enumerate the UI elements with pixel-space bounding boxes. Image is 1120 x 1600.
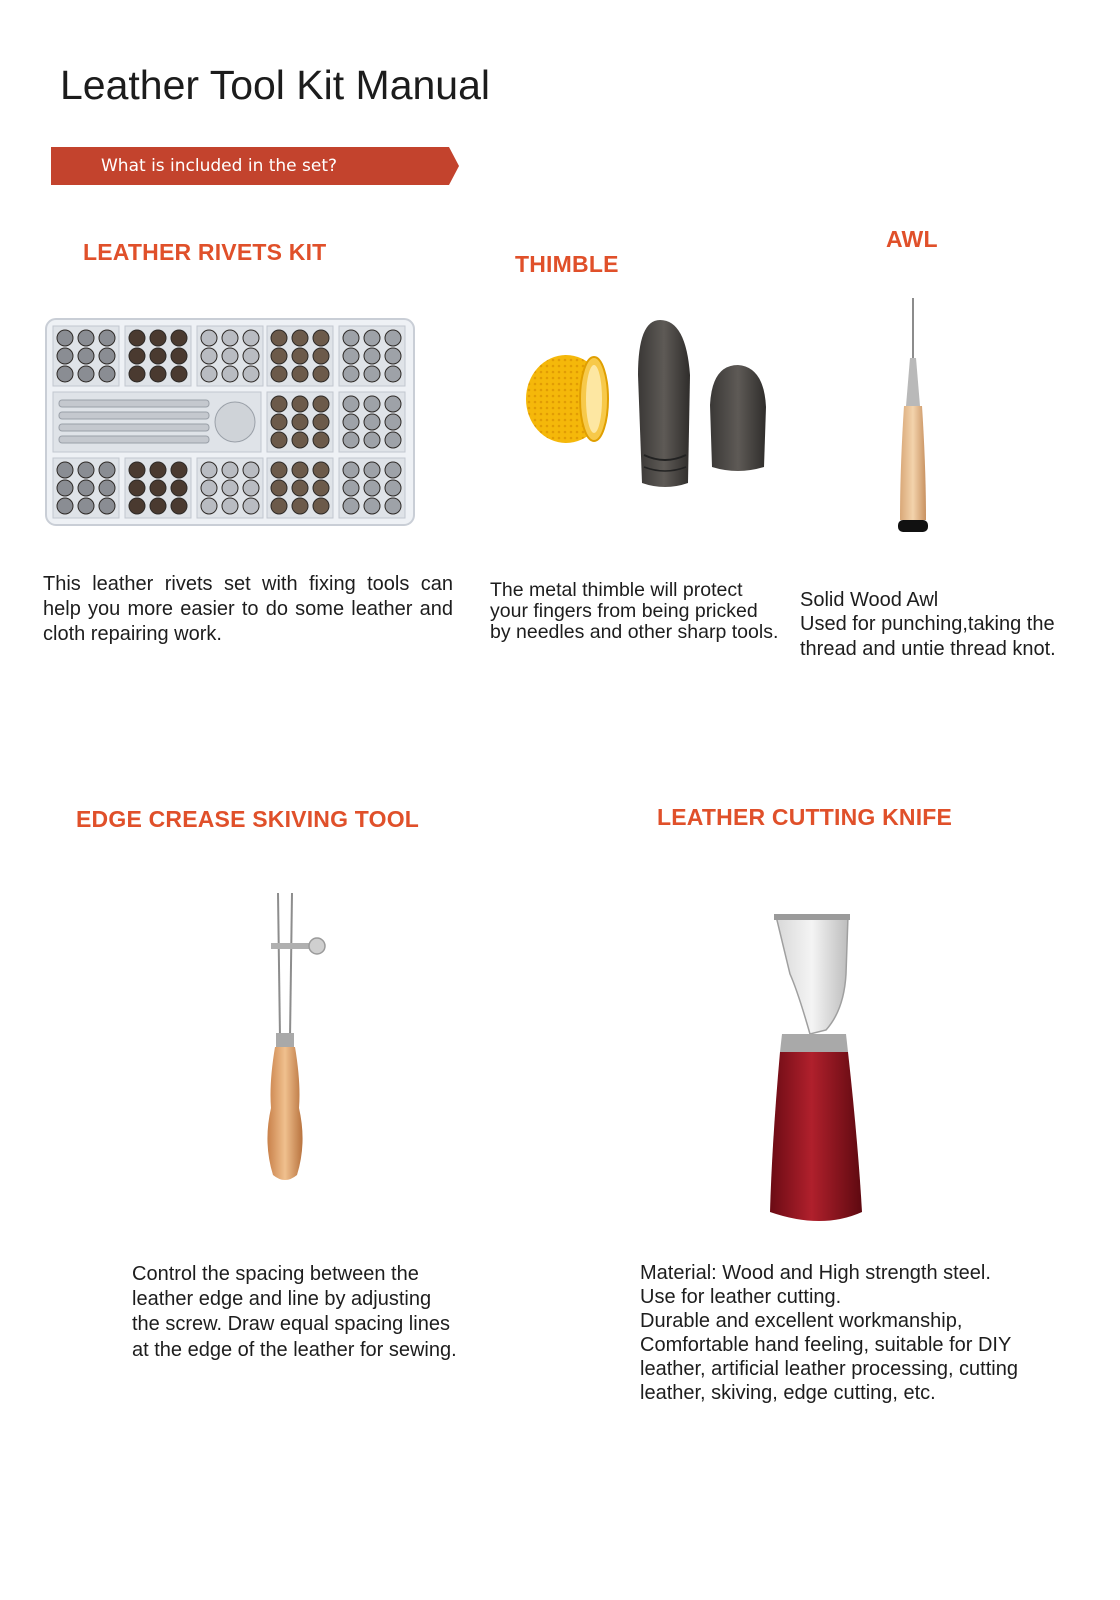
- thimble-description: The metal thimble will protect your fingers from being pricked by needles and other sharp tools.: [490, 579, 779, 644]
- edge-crease-description: Control the spacing between the leather edge and line by adjusting the screw. Draw equal spacing lines at the edge of the leather for sewing.: [132, 1263, 457, 1361]
- cutting-knife-description-line3: Durable and excellent workmanship,: [640, 1310, 963, 1332]
- rivets-description: This leather rivets set with fixing tools can help you more easier to do some leather and cloth repairing work.: [43, 573, 453, 646]
- rivets-heading: LEATHER RIVETS KIT: [83, 239, 327, 265]
- cutting-knife-description: [640, 1261, 1060, 1405]
- awl-heading: AWL: [886, 226, 938, 252]
- banner-label: What is included in the set?: [101, 156, 338, 176]
- awl-description: [800, 588, 1090, 661]
- cutting-knife-description-line2: Use for leather cutting.: [640, 1286, 842, 1308]
- edge-crease-tool-icon: [255, 893, 335, 1188]
- cutting-knife-heading: LEATHER CUTTING KNIFE: [657, 804, 953, 830]
- section-banner: [51, 147, 459, 185]
- cutting-knife-icon: [760, 912, 870, 1232]
- page-title: Leather Tool Kit Manual: [60, 62, 491, 108]
- rivets-box-icon: [45, 318, 415, 531]
- awl-description-line2: Used for punching,taking the thread and untie thread knot.: [800, 613, 1056, 660]
- edge-crease-heading: EDGE CREASE SKIVING TOOL: [76, 806, 420, 832]
- cutting-knife-description-line1: Material: Wood and High strength steel.: [640, 1262, 991, 1284]
- cutting-knife-description-line4: Comfortable hand feeling, suitable for DIY leather, artificial leather processing, cutting leather, skiving, edge cutting, etc.: [640, 1334, 1018, 1404]
- awl-description-line1: Solid Wood Awl: [800, 589, 939, 611]
- thimble-heading: THIMBLE: [515, 251, 619, 277]
- thimble-icon: [520, 315, 780, 495]
- awl-icon: [890, 298, 940, 549]
